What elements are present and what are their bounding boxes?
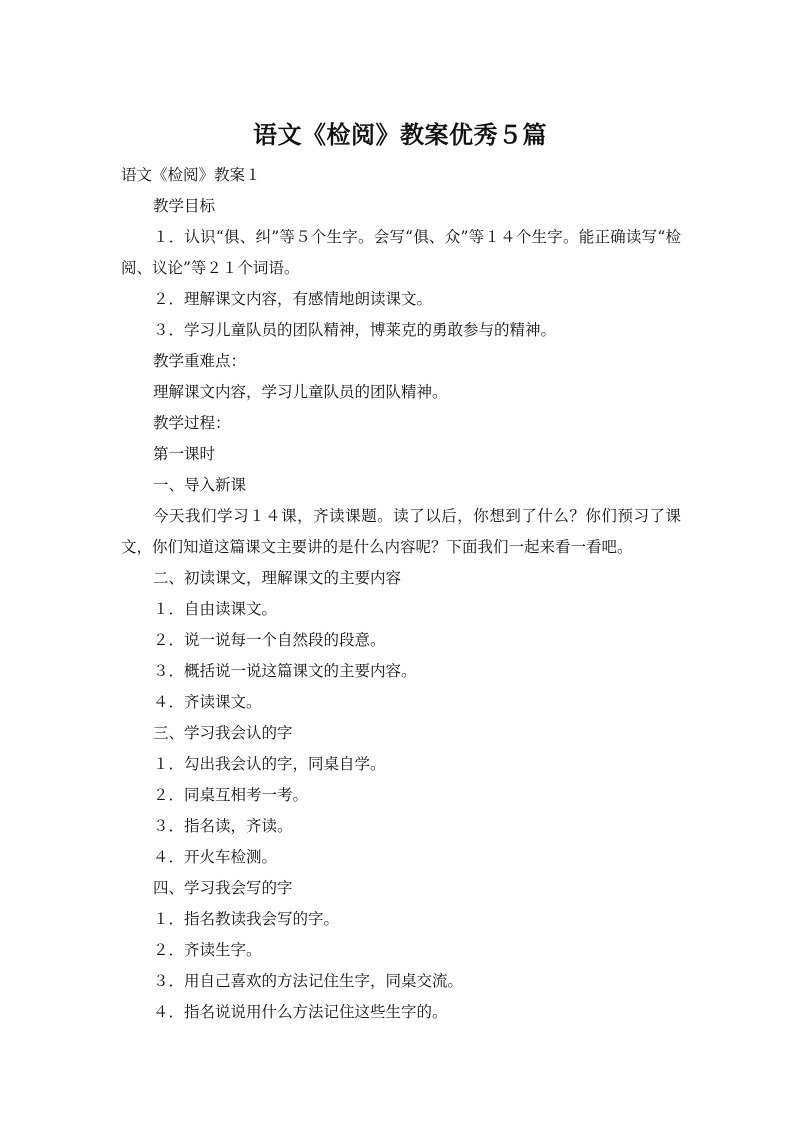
document-title: 语文《检阅》教案优秀５篇 — [253, 121, 547, 149]
paragraph: 今天我们学习１４课，齐读课题。读了以后，你想到了什么？你们预习了课文，你们知道这篇课文主要讲的是什么内容呢？下面我们一起来看一看吧。 — [121, 507, 681, 556]
paragraph: ４．齐读课文。 — [153, 693, 262, 711]
paragraph: 第一课时 — [153, 445, 216, 463]
paragraph: ４．开火车检测。 — [153, 848, 278, 866]
paragraph: ４．指名说说用什么方法记住这些生字的。 — [153, 1003, 448, 1021]
paragraph: １．勾出我会认的字，同桌自学。 — [153, 755, 386, 773]
paragraph: １．指名教读我会写的字。 — [153, 910, 340, 928]
paragraph: 教学重难点： — [153, 352, 247, 370]
paragraph: ２．说一说每一个自然段的段意。 — [153, 631, 386, 649]
paragraph: 四、学习我会写的字 — [153, 879, 293, 897]
paragraph: ２．同桌互相考一考。 — [153, 786, 309, 804]
paragraph: 三、学习我会认的字 — [153, 724, 293, 742]
paragraph: ２．理解课文内容，有感情地朗读课文。 — [153, 290, 433, 308]
paragraph: 教学目标 — [153, 197, 216, 215]
paragraph: 二、初读课文，理解课文的主要内容 — [153, 569, 402, 587]
paragraph: 教学过程： — [153, 414, 231, 432]
paragraph: ３．概括说一说这篇课文的主要内容。 — [153, 662, 417, 680]
paragraph: 一、导入新课 — [153, 476, 247, 494]
section-heading: 语文《检阅》教案１ — [121, 166, 261, 184]
paragraph: ３．学习儿童队员的团队精神，博莱克的勇敢参与的精神。 — [153, 321, 557, 339]
paragraph: １．自由读课文。 — [153, 600, 278, 618]
paragraph: ２．齐读生字。 — [153, 941, 262, 959]
paragraph: ３．用自己喜欢的方法记住生字，同桌交流。 — [153, 972, 464, 990]
document-body — [121, 160, 681, 1028]
paragraph: 理解课文内容，学习儿童队员的团队精神。 — [153, 383, 448, 401]
paragraph: １．认识“俱、纠”等５个生字。会写“俱、众”等１４个生字。能正确读写“检阅、议论”等２１个词语。 — [121, 228, 681, 277]
paragraph: ３．指名读，齐读。 — [153, 817, 293, 835]
